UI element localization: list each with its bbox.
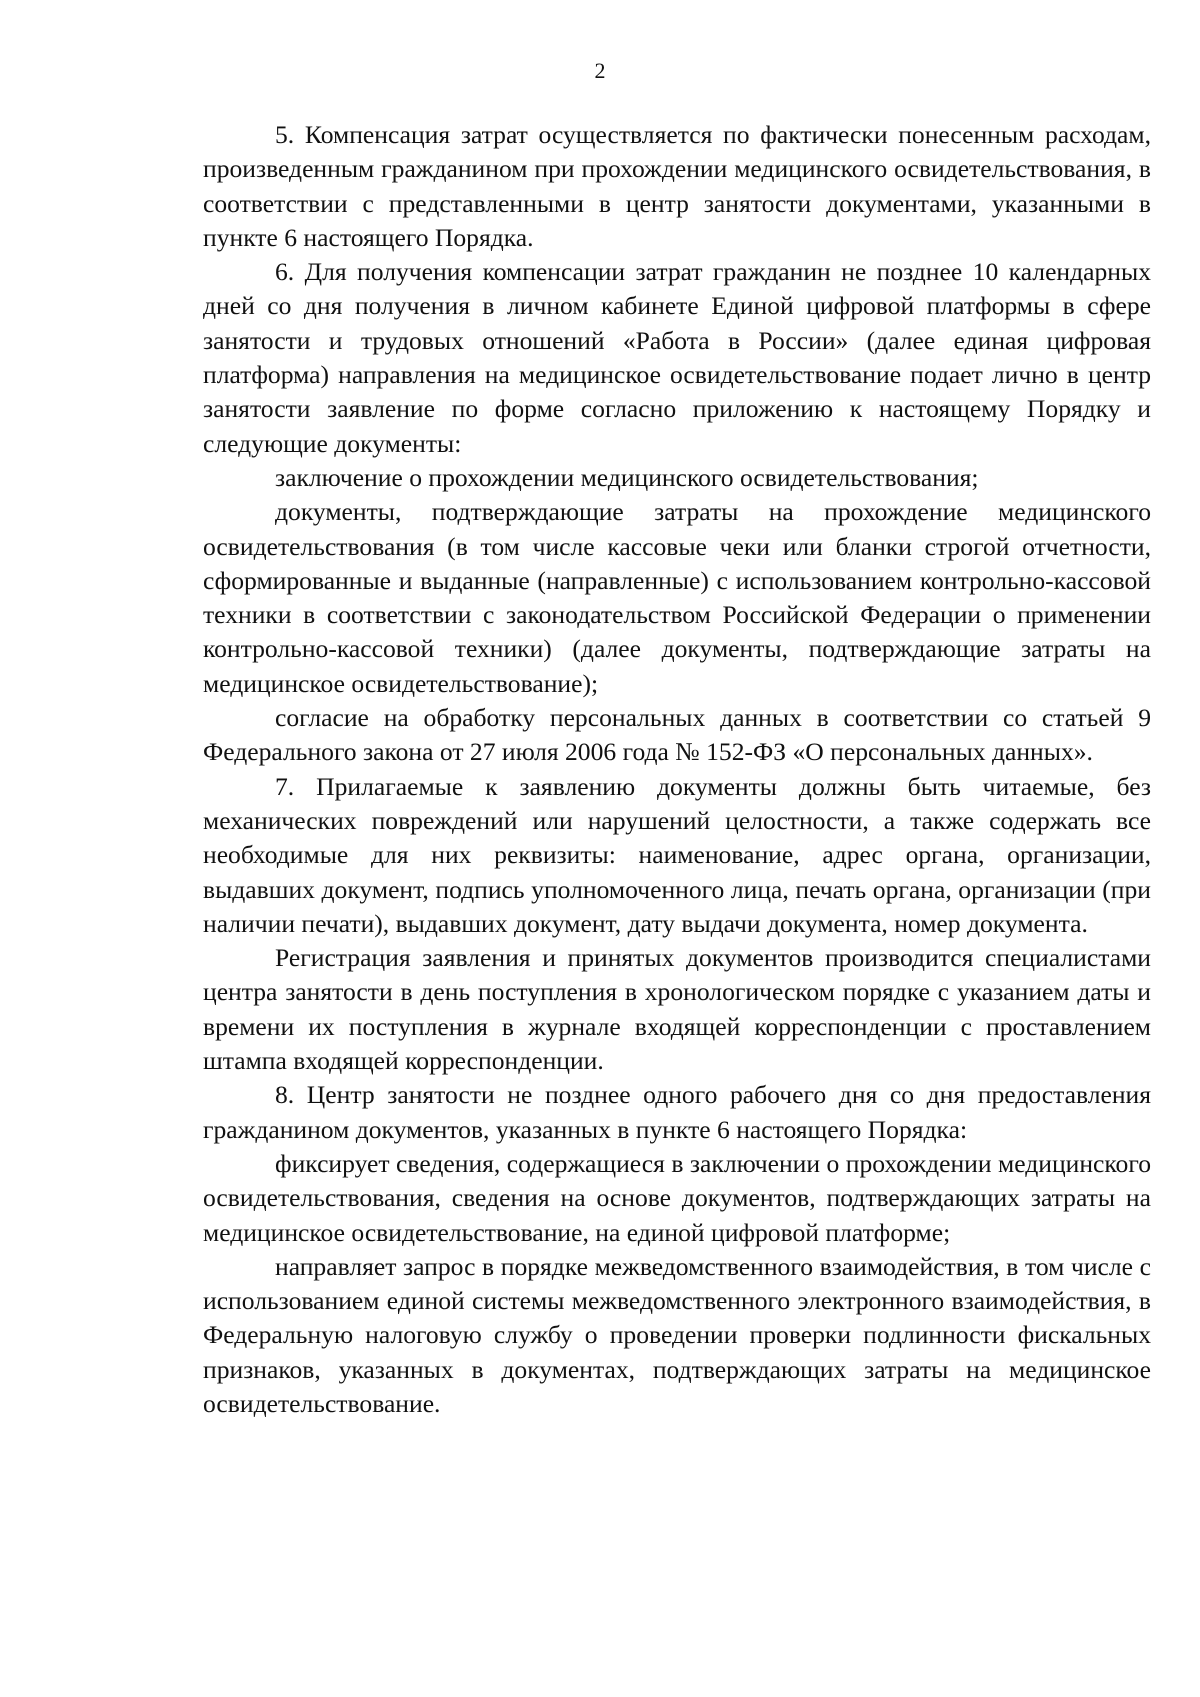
paragraph-item-5: 5. Компенсация затрат осуществляется по фактически понесенным расходам, произведенным гражданином при прохождении медицинского освидетельствования, в соответствии с представленными в центр занятости документами, указанными в пункте 6 настоящего Порядка. bbox=[203, 120, 1151, 252]
paragraph-personal-data-consent: согласие на обработку персональных данных в соответствии со статьей 9 Федерального закона от 27 июля 2006 года № 152-ФЗ «О персональных данных». bbox=[203, 703, 1151, 767]
document-body bbox=[203, 118, 1151, 1421]
paragraph-registration: Регистрация заявления и принятых документов производится специалистами центра занятости в день поступления в хронологическом порядке с указанием даты и времени их поступления в журнале входящей корреспонденции с проставлением штампа входящей корреспонденции. bbox=[203, 943, 1151, 1076]
paragraph-sends-request: направляет запрос в порядке межведомственного взаимодействия, в том числе с использованием единой системы межведомственного электронного взаимодействия, в Федеральную налоговую службу о проведении проверки подлинности фискальных признаков, указанных в документах, подтверждающих затраты на медицинское освидетельствование. bbox=[203, 1251, 1151, 1418]
paragraph-item-7: 7. Прилагаемые к заявлению документы должны быть читаемые, без механических повреждений или нарушений целостности, а также содержать все необходимые для них реквизиты: наименование, адрес органа, организации, выдавших документ, подпись уполномоченного лица, печать органа, организации (при наличии печати), выдавших документ, дату выдачи документа, номер документа. bbox=[203, 771, 1151, 938]
paragraph-item-6: 6. Для получения компенсации затрат гражданин не позднее 10 календарных дней со дня получения в личном кабинете Единой цифровой платформы в сфере занятости и трудовых отношений «Работа в России» (далее единая цифровая платформа) направления на медицинское освидетельствование подает лично в центр занятости заявление по форме согласно приложению к настоящему Порядку и следующие документы: bbox=[203, 257, 1151, 458]
page-number: 2 bbox=[594, 58, 606, 83]
paragraph-records-information: фиксирует сведения, содержащиеся в заключении о прохождении медицинского освидетельствования, сведения на основе документов, подтверждающих затраты на медицинское освидетельствование, на единой цифровой платформе; bbox=[203, 1148, 1151, 1247]
paragraph-expense-documents: документы, подтверждающие затраты на прохождение медицинского освидетельствования (в том числе кассовые чеки или бланки строгой отчетности, сформированные и выданные (направленные) с использованием контрольно-кассовой техники в соответствии с законодательством Российской Федерации о применении контрольно-кассовой техники) (далее документы, подтверждающие затраты на медицинское освидетельствование); bbox=[203, 497, 1151, 698]
paragraph-item-8: 8. Центр занятости не позднее одного рабочего дня со дня предоставления гражданином документов, указанных в пункте 6 настоящего Порядка: bbox=[203, 1080, 1151, 1144]
paragraph-conclusion: заключение о прохождении медицинского освидетельствования; bbox=[275, 462, 979, 492]
